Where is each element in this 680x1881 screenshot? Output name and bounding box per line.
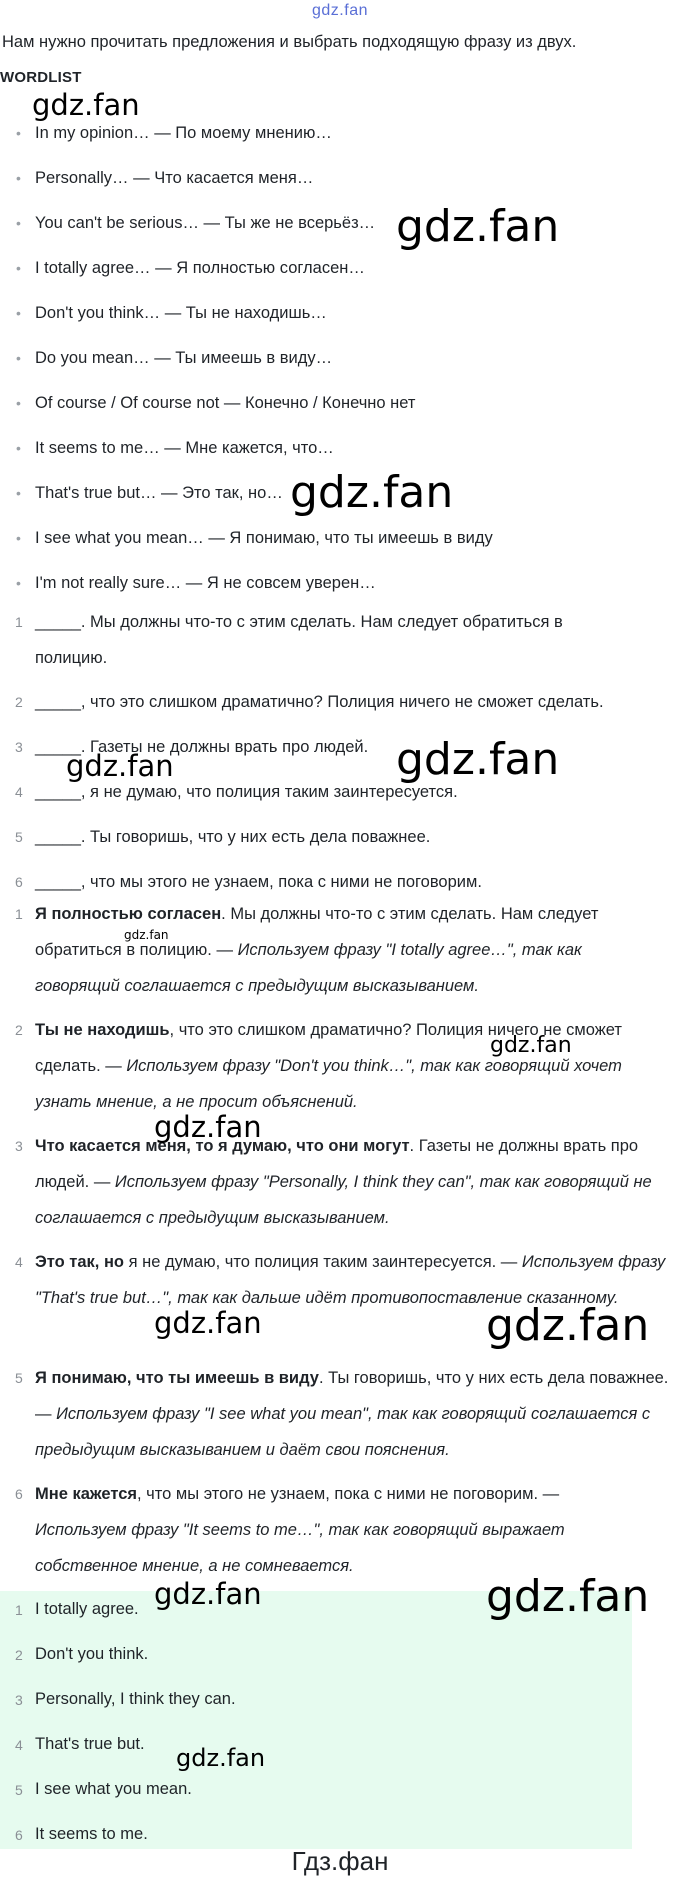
watermark: gdz.fan (176, 1744, 266, 1772)
answer-text (35, 1476, 625, 1584)
wordlist-title: WORDLIST (0, 69, 82, 86)
answer-phrase: Что касается меня, то я думаю, что они могут (35, 1137, 410, 1155)
question-number: 5 (15, 829, 23, 845)
final-answers-box (0, 1591, 632, 1849)
bullet-icon: • (16, 125, 21, 141)
final-answer-number: 1 (15, 1602, 23, 1618)
final-answer: That's true but. (35, 1735, 145, 1753)
answer-explanation: Используем фразу "It seems to me…", так как говорящий выражает собственное мнение, а не сомневается. (35, 1521, 565, 1575)
bullet-icon: • (16, 440, 21, 456)
answer-number: 2 (15, 1022, 23, 1038)
answer-number: 5 (15, 1370, 23, 1386)
question-number: 4 (15, 784, 23, 800)
answer-text (35, 1128, 680, 1236)
question-text: _____, я не думаю, что полиция таким заинтересуется. (35, 783, 458, 801)
bullet-icon: • (16, 575, 21, 591)
answer-sentence: , что мы этого не узнаем, пока с ними не поговорим. — (137, 1485, 560, 1503)
final-answer: I see what you mean. (35, 1780, 192, 1798)
answer-explanation: Используем фразу "That's true but…", так как дальше идёт противопоставление сказанному. (35, 1253, 666, 1307)
watermark: gdz.fan (396, 734, 560, 785)
answer-phrase: Это так, но (35, 1253, 124, 1271)
watermark: gdz.fan (32, 88, 140, 122)
intro-text: Нам нужно прочитать предложения и выбрать подходящую фразу из двух. (2, 33, 577, 51)
watermark: gdz.fan (124, 928, 169, 942)
answer-phrase: Мне кажется (35, 1485, 138, 1503)
watermark: gdz.fan (154, 1306, 262, 1340)
watermark: gdz.fan (486, 1571, 650, 1622)
footer-watermark: Гдз.фан (291, 1846, 389, 1876)
answer-text (35, 896, 625, 1004)
answer-phrase: Я полностью согласен (35, 905, 222, 923)
bullet-icon: • (16, 215, 21, 231)
question-number: 1 (15, 614, 23, 630)
header-watermark: gdz.fan (312, 2, 368, 19)
answer-explanation: Используем фразу "Don't you think…", так как говорящий хочет узнать мнение, а не просит объяснений. (35, 1057, 622, 1111)
answer-phrase: Ты не находишь (35, 1021, 170, 1039)
final-answer: Personally, I think they can. (35, 1690, 236, 1708)
answer-explanation: Используем фразу "I totally agree…", так как говорящий соглашается с предыдущим высказыванием. (35, 941, 582, 995)
bullet-icon: • (16, 530, 21, 546)
final-answer-number: 6 (15, 1827, 23, 1843)
bullet-icon: • (16, 305, 21, 321)
question-text: _____, что это слишком драматично? Полиция ничего не сможет сделать. (35, 693, 604, 711)
answer-explanation: Используем фразу "I see what you mean", так как говорящий соглашается с предыдущим высказыванием и даёт свои пояснения. (35, 1405, 651, 1459)
answer-explanation: Используем фразу "Personally, I think they can", так как говорящий не соглашается с предыдущим высказыванием. (35, 1173, 652, 1227)
bullet-icon: • (16, 350, 21, 366)
question-text: _____. Ты говоришь, что у них есть дела поважнее. (35, 828, 431, 846)
watermark: gdz.fan (154, 1110, 262, 1144)
answer-number: 1 (15, 906, 23, 922)
watermark: gdz.fan (66, 749, 174, 783)
answer-sentence: . Газеты не должны врать про людей. — (35, 1137, 639, 1191)
watermark: gdz.fan (154, 1577, 262, 1611)
bullet-icon: • (16, 260, 21, 276)
question-text: _____. Газеты не должны врать про людей. (35, 738, 369, 756)
final-answer: It seems to me. (35, 1825, 148, 1843)
question-text: _____. Мы должны что-то с этим сделать. Нам следует обратиться в полицию. (35, 613, 563, 667)
answer-text (35, 1012, 630, 1120)
answer-phrase: Я понимаю, что ты имеешь в виду (35, 1369, 319, 1387)
question-number: 3 (15, 739, 23, 755)
watermark: gdz.fan (486, 1300, 650, 1351)
final-answer-number: 4 (15, 1737, 23, 1753)
watermark: gdz.fan (290, 467, 454, 518)
final-answer-number: 5 (15, 1782, 23, 1798)
answer-text (35, 1360, 680, 1468)
question-text: _____, что мы этого не узнаем, пока с ними не поговорим. (35, 873, 482, 891)
question-number: 6 (15, 874, 23, 890)
watermark: gdz.fan (396, 201, 560, 252)
bullet-icon: • (16, 395, 21, 411)
watermark: gdz.fan (490, 1033, 572, 1058)
bullet-icon: • (16, 170, 21, 186)
answer-number: 6 (15, 1486, 23, 1502)
final-answer-number: 3 (15, 1692, 23, 1708)
final-answer: Don't you think. (35, 1645, 149, 1663)
final-answer-number: 2 (15, 1647, 23, 1663)
final-answer: I totally agree. (35, 1600, 139, 1618)
bullet-icon: • (16, 485, 21, 501)
question-number: 2 (15, 694, 23, 710)
answer-sentence: . Мы должны что-то с этим сделать. Нам следует обратиться в полицию. — (35, 905, 599, 959)
answer-sentence: я не думаю, что полиция таким заинтересуется. — (124, 1253, 522, 1271)
answer-number: 4 (15, 1254, 23, 1270)
answer-sentence: . Ты говоришь, что у них есть дела поважнее. — (35, 1369, 669, 1423)
answer-sentence: , что это слишком драматично? Полиция ничего не сможет сделать. — (35, 1021, 622, 1075)
answer-number: 3 (15, 1138, 23, 1154)
